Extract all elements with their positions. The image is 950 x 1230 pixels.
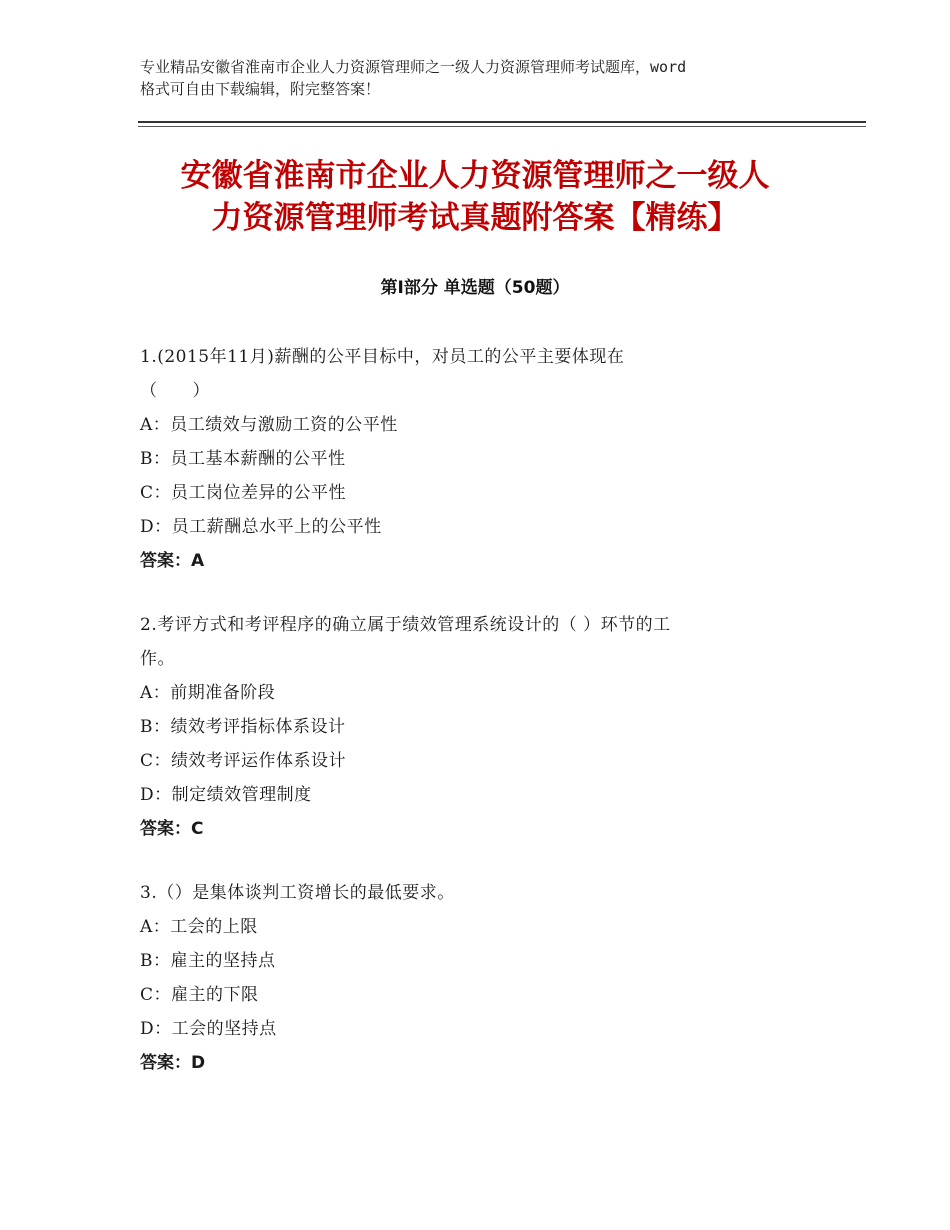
question-3-option-d: D：工会的坚持点 (140, 1019, 277, 1039)
question-2-option-c: C：绩效考评运作体系设计 (140, 751, 347, 771)
header-note-line-1: 专业精品安徽省淮南市企业人力资源管理师之一级人力资源管理师考试题库，word (140, 58, 687, 76)
question-3-stem-line-1: 3.（）是集体谈判工资增长的最低要求。 (140, 883, 455, 903)
question-1-stem-line-2: （ ） (140, 381, 210, 401)
question-2-option-a: A：前期准备阶段 (140, 683, 276, 703)
section-title: 第Ⅰ部分 单选题（50题） (380, 278, 570, 298)
question-1-option-c: C：员工岗位差异的公平性 (140, 483, 347, 503)
document-title-line-2: 力资源管理师考试真题附答案【精练】 (211, 200, 739, 236)
question-1-stem-line-1: 1.(2015年11月)薪酬的公平目标中，对员工的公平主要体现在 (140, 347, 625, 367)
question-3-answer: 答案：D (140, 1053, 206, 1073)
header-note-line-2: 格式可自由下载编辑，附完整答案！ (140, 80, 381, 98)
question-2-stem-line-2: 作。 (140, 649, 175, 669)
question-1 (140, 340, 820, 578)
header-divider-thick (138, 121, 866, 123)
question-list (140, 340, 820, 1110)
header-divider-thin (138, 126, 866, 127)
question-2-option-d: D：制定绩效管理制度 (140, 785, 312, 805)
question-2-option-b: B：绩效考评指标体系设计 (140, 717, 346, 737)
question-3-option-b: B：雇主的坚持点 (140, 951, 276, 971)
document-title (100, 155, 850, 239)
document-title-line-1: 安徽省淮南市企业人力资源管理师之一级人 (180, 158, 770, 194)
question-2 (140, 608, 820, 846)
question-1-option-d: D：员工薪酬总水平上的公平性 (140, 517, 382, 537)
question-3 (140, 876, 820, 1080)
question-1-answer: 答案：A (140, 551, 205, 571)
question-3-option-c: C：雇主的下限 (140, 985, 259, 1005)
question-2-answer: 答案：C (140, 819, 204, 839)
question-1-option-a: A：员工绩效与激励工资的公平性 (140, 415, 398, 435)
question-3-option-a: A：工会的上限 (140, 917, 258, 937)
question-2-stem-line-1: 2.考评方式和考评程序的确立属于绩效管理系统设计的（ ）环节的工 (140, 615, 671, 635)
question-1-option-b: B：员工基本薪酬的公平性 (140, 449, 346, 469)
header-note (140, 56, 830, 100)
